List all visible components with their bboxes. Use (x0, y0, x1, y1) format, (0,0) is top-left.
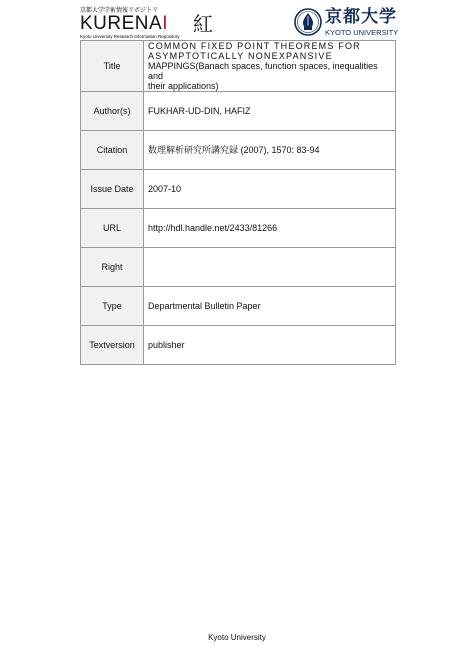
title-line: COMMON FIXED POINT THEOREMS FOR (148, 41, 361, 51)
title-line: MAPPINGS(Banach spaces, function spaces, inequalities and (148, 61, 378, 81)
textversion-label: Textversion (81, 326, 144, 365)
textversion-value: publisher (144, 326, 396, 365)
url-link[interactable]: http://hdl.handle.net/2433/81266 (144, 209, 396, 248)
kurenai-kanji: 紅 (193, 12, 213, 36)
table-row (81, 287, 396, 326)
right-label: Right (81, 248, 144, 287)
title-value (144, 41, 396, 92)
authors-label: Author(s) (81, 92, 144, 131)
kurenai-tagline-en: Kyoto University Research Information Repository (80, 34, 180, 39)
citation-label: Citation (81, 131, 144, 170)
title-line: ASYMPTOTICALLY NONEXPANSIVE (148, 51, 333, 61)
issue-date-value: 2007-10 (144, 170, 396, 209)
kurenai-wordmark (80, 14, 168, 34)
authors-value: FUKHAR-UD-DIN, HAFIZ (144, 92, 396, 131)
right-value (144, 248, 396, 287)
table-row (81, 131, 396, 170)
citation-value: 数理解析研究所講究録 (2007), 1570: 83-94 (144, 131, 396, 170)
type-label: Type (81, 287, 144, 326)
kyoto-university-emblem-icon (294, 8, 322, 36)
kurenai-wordmark-last: I (162, 13, 168, 34)
kurenai-logo (80, 8, 240, 40)
footer-institution: Kyoto University (208, 633, 266, 642)
title-label: Title (81, 41, 144, 92)
type-value: Departmental Bulletin Paper (144, 287, 396, 326)
table-row (81, 209, 396, 248)
table-row (81, 92, 396, 131)
kurenai-wordmark-main: KURENA (80, 13, 163, 34)
issue-date-label: Issue Date (81, 170, 144, 209)
url-label: URL (81, 209, 144, 248)
table-row (81, 170, 396, 209)
kurenai-tagline-jp: 京都大学学術情報リポジトリ (80, 8, 159, 14)
kyoto-university-en-name: KYOTO UNIVERSITY (325, 28, 399, 37)
table-row (81, 41, 396, 92)
kyoto-university-jp-name: 京都大学 (325, 7, 397, 27)
record-metadata-table (80, 40, 396, 365)
table-row (81, 248, 396, 287)
title-line: their applications) (148, 81, 219, 91)
kyoto-university-logo (294, 8, 398, 38)
table-row (81, 326, 396, 365)
